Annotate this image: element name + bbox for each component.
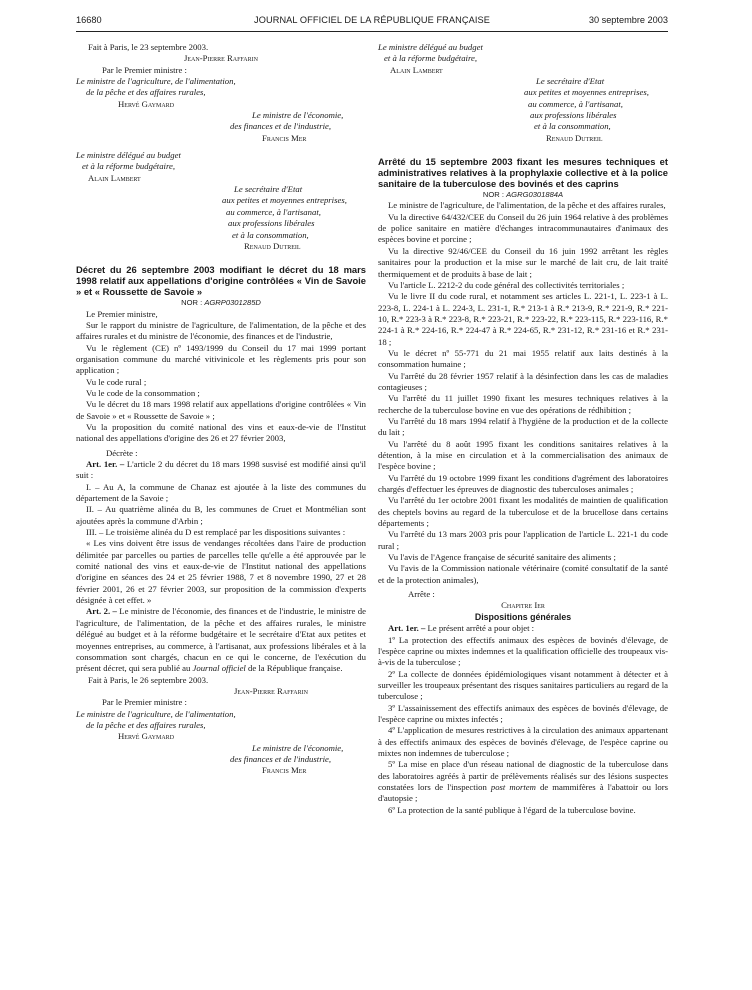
signatory-title-line: aux professions libérales	[530, 110, 617, 121]
signatory-title-line: et à la réforme budgétaire,	[384, 53, 478, 64]
signatory-title-line: de la pêche et des affaires rurales,	[86, 719, 206, 730]
chapter-heading: Chapitre Ier	[501, 600, 545, 611]
signature-name: Hervé Gaymard	[118, 731, 175, 742]
article-item: 1º La protection des effectifs animaux des espèces de bovinés d'élevage, de l'espèce caprine ou mixtes indemnes et la qualification officielle des troupeaux vis-à-vis de la tuberculose ;	[378, 634, 668, 668]
visa: Vu l'arrêté du 19 octobre 1999 fixant les conditions d'agrément des laboratoires chargés d'effectuer les épreuves de diagnostic des tuberculoses animales ;	[378, 472, 668, 495]
signatory-title-line: aux petites et moyennes entreprises,	[222, 195, 347, 206]
intro: Le ministre de l'agriculture, de l'alimentation, de la pêche et des affaires rurales,	[388, 200, 666, 211]
signatory-title-line: et à la réforme budgétaire,	[82, 161, 176, 172]
signatory-title-line: Le ministre délégué au budget	[76, 150, 181, 161]
nor-reference: NOR : AGRP0301285D	[181, 298, 261, 308]
article-1: Art. 1er. – L'article 2 du décret du 18 mars 1998 susvisé est modifié ainsi qu'il suit :	[76, 459, 367, 481]
article-item: 5º La mise en place d'un réseau national de diagnostic de la tuberculose dans des laboratoires agréés à partir de prélèvements réalisés sur des lésions suspectes constatées lors de l'inspection post mortem de mammifères à l'abattoir ou lors d'autopsie ;	[378, 759, 669, 804]
visa: Vu le livre II du code rural, et notamment ses articles L. 221-1, L. 223-1 à L. 223-8, L. 224-1 à L. 224-3, L. 231-1, R.* 213-1 à R.* 213-9, R.* 221-9, R.* 221-10, R.* 223-3 à R.* 223-8, R.* 223-21, R.* 223-22, R.* 223-115, R.* 223-116, R.* 224-1 à R.* 224-16, R.* 224-47 à R.* 224-65, R.* 231-12, R.* 231-16 et R.* 231-18 ;	[378, 291, 668, 347]
article-item: III. – Le troisième alinéa du D est remplacé par les dispositions suivantes :	[86, 527, 346, 538]
signature-by-pm: Par le Premier ministre :	[102, 697, 187, 708]
visa: Vu le décret du 18 mars 1998 relatif aux appellations d'origine contrôlées « Vin de Savoie » et « Roussette de Savoie » ;	[76, 399, 366, 421]
header-rule	[76, 31, 668, 32]
decrete: Décrète :	[106, 447, 138, 458]
signature-by-pm: Par le Premier ministre :	[102, 64, 187, 75]
signatory-title-line: aux professions libérales	[228, 218, 315, 229]
signatory-title-line: Le ministre de l'économie,	[252, 742, 344, 753]
signature-name: Jean-Pierre Raffarin	[184, 53, 258, 64]
signatory-title-line: des finances et de l'industrie,	[230, 121, 332, 132]
article-2: Art. 2. – Le ministre de l'économie, des finances et de l'industrie, le ministre de l'agriculture, de l'alimentation, de la pêche et des affaires rurales, le ministre délégué au budget et à la réforme budgétaire et le secrétaire d'Etat aux petites et moyennes entreprises, au commerce, à l'artisanat, aux professions libérales et à la consommation sont chargés, chacun en ce qui le concerne, de l'exécution du présent décret, qui sera publié au Journal officiel de la République française.	[76, 606, 366, 674]
signature-name: Alain Lambert	[88, 172, 141, 183]
article-item: II. – Au quatrième alinéa du B, les communes de Cruet et Montmélian sont ajoutées après la commune d'Arbin ;	[76, 504, 366, 526]
article-item: I. – Au A, la commune de Chanaz est ajoutée à la liste des communes du département de la Savoie ;	[76, 481, 366, 504]
visa: Vu la directive 64/432/CEE du Conseil du 26 juin 1964 relative à des problèmes de police sanitaire en matière d'échanges intracommunautaires d'animaux des espèces bovine et porcine ;	[378, 211, 668, 245]
visa: Vu la directive 92/46/CEE du Conseil du 16 juin 1992 arrêtant les règles sanitaires pour la production et la mise sur le marché de lait cru, de lait traité thermiquement et de produits à base de lait ;	[378, 245, 668, 279]
issue-date: 30 septembre 2003	[588, 15, 668, 25]
visa: Vu l'arrêté du 11 juillet 1990 fixant les mesures techniques relatives à la recherche de la tuberculose bovine en vue des opérations de rédhibition ;	[378, 393, 668, 415]
article-item: 4º L'application de mesures restrictives à la circulation des animaux appartenant à des effectifs animaux des espèces de bovinés d'élevage, de l'espèce caprine ou mixtes non indemnes de tuberculose ;	[378, 725, 668, 758]
arrete-title: Arrêté du 15 septembre 2003 fixant les mesures techniques et administratives relatives à la prophylaxie collective et à la police sanitaire de la tuberculose des bovinés et des caprins	[378, 156, 668, 190]
signatory-title-line: Le ministre de l'agriculture, de l'alimentation,	[76, 76, 236, 87]
signature-name: Francis Mer	[262, 765, 307, 776]
fait-a-paris: Fait à Paris, le 26 septembre 2003.	[88, 674, 209, 685]
visa: Vu l'arrêté du 13 mars 2003 pris pour l'application de l'article L. 221-1 du code rural ;	[378, 529, 668, 551]
signature-name: Jean-Pierre Raffarin	[234, 685, 308, 696]
journal-title: JOURNAL OFFICIEL DE LA RÉPUBLIQUE FRANÇAISE	[254, 15, 490, 25]
signatory-title-line: Le ministre de l'agriculture, de l'alimentation,	[76, 708, 236, 719]
signatory-title-line: et à la consommation,	[232, 229, 309, 240]
visa: Vu l'arrêté du 8 août 1995 fixant les conditions sanitaires relatives à la détention, à la mise en circulation et à la commercialisation des animaux de l'espèce bovine ;	[378, 438, 668, 472]
signatory-title-line: de la pêche et des affaires rurales,	[86, 87, 206, 98]
visa: Vu l'arrêté du 18 mars 1994 relatif à l'hygiène de la production et de la collecte du lait ;	[378, 415, 668, 438]
decree-title: Décret du 26 septembre 2003 modifiant le décret du 18 mars 1998 relatif aux appellations d'origine contrôlées « Vin de Savoie » et « Roussette de Savoie »	[76, 264, 366, 298]
signatory-title-line: au commerce, à l'artisanat,	[528, 98, 623, 109]
premier-ministre: Le Premier ministre,	[86, 308, 158, 319]
signatory-title-line: aux petites et moyennes entreprises,	[524, 87, 649, 98]
article-1: Art. 1er. – Le présent arrêté a pour objet :	[388, 623, 535, 634]
signature-name: Renaud Dutreil	[546, 132, 603, 143]
signatory-title-line: Le ministre de l'économie,	[252, 110, 344, 121]
arrete: Arrête :	[408, 589, 435, 600]
visa: Vu l'avis de l'Agence française de sécurité sanitaire des aliments ;	[388, 552, 616, 563]
signature-name: Hervé Gaymard	[118, 98, 175, 109]
visa: Vu l'arrêté du 28 février 1957 relatif à la désinfection dans les cas de maladies contagieuses ;	[378, 370, 668, 392]
signatory-title-line: des finances et de l'industrie,	[230, 753, 332, 764]
visa: Vu le code de la consommation ;	[86, 387, 200, 398]
visa: Vu la proposition du comité national des vins et eaux-de-vie de l'Institut national des appellations d'origine des 26 et 27 février 2003,	[76, 421, 366, 444]
signature-name: Francis Mer	[262, 132, 307, 143]
nor-reference: NOR : AGRG0301884A	[482, 190, 564, 200]
left-column	[76, 42, 366, 777]
page-header	[76, 15, 668, 29]
signatory-title-line: Le secrétaire d'Etat	[234, 184, 303, 195]
visa: Vu l'article L. 2212-2 du code général des collectivités territoriales ;	[388, 279, 625, 290]
right-column	[378, 42, 668, 816]
signature-name: Alain Lambert	[390, 64, 443, 75]
article-item: 2º La collecte de données épidémiologiques visant notamment à détecter et à surveiller les troupeaux présentant des risques sanitaires particuliers au regard de la tuberculose ;	[378, 668, 668, 702]
signatory-title-line: au commerce, à l'artisanat,	[226, 206, 321, 217]
visa: Sur le rapport du ministre de l'agriculture, de l'alimentation, de la pêche et des affaires rurales et du ministre de l'économie, des finances et de l'industrie,	[76, 319, 366, 342]
visa: Vu l'arrêté du 1er octobre 2001 fixant les modalités de maintien de qualification des cheptels bovins au regard de la tuberculose et de la brucellose dans certains départements ;	[378, 495, 668, 529]
signatory-title-line: Le secrétaire d'Etat	[536, 76, 605, 87]
visa: Vu l'avis de la Commission nationale vétérinaire (comité consultatif de la santé et de la protection animales),	[378, 563, 668, 585]
fait-a-paris: Fait à Paris, le 23 septembre 2003.	[88, 42, 209, 52]
signatory-title-line: Le ministre délégué au budget	[378, 42, 483, 52]
page-number: 16680	[76, 15, 102, 25]
signatory-title-line: et à la consommation,	[534, 121, 611, 132]
visa: Vu le règlement (CE) nº 1493/1999 du Conseil du 17 mai 1999 portant organisation commune du marché vitivinicole et les règlements pris pour son application ;	[76, 342, 366, 376]
article-item: « Les vins doivent être issus de vendanges récoltées dans l'aire de production délimitée par parcelles ou parties de parcelles telle qu'elle a été approuvée par le comité national des vins et eaux-de-vie de l'Institut national des appellations d'origine en séances des 24 et 25 février 1988, 7 et 8 novembre 1990, 27 et 28 février 2001, 26 et 27 février 2003, sur proposition de la commission d'experts désignée à cet effet. »	[76, 538, 366, 606]
visa: Vu le code rural ;	[86, 376, 147, 387]
visa: Vu le décret nº 55-771 du 21 mai 1955 relatif aux laits destinés à la consommation humaine ;	[378, 347, 668, 370]
article-item: 6º La protection de la santé publique à l'égard de la tuberculose bovine.	[388, 804, 636, 815]
article-item: 3º L'assainissement des effectifs animaux des espèces de bovinés d'élevage, de l'espèce caprine ou mixtes infectés ;	[378, 702, 668, 724]
signature-name: Renaud Dutreil	[244, 240, 301, 251]
section-heading: Dispositions générales	[474, 611, 572, 622]
